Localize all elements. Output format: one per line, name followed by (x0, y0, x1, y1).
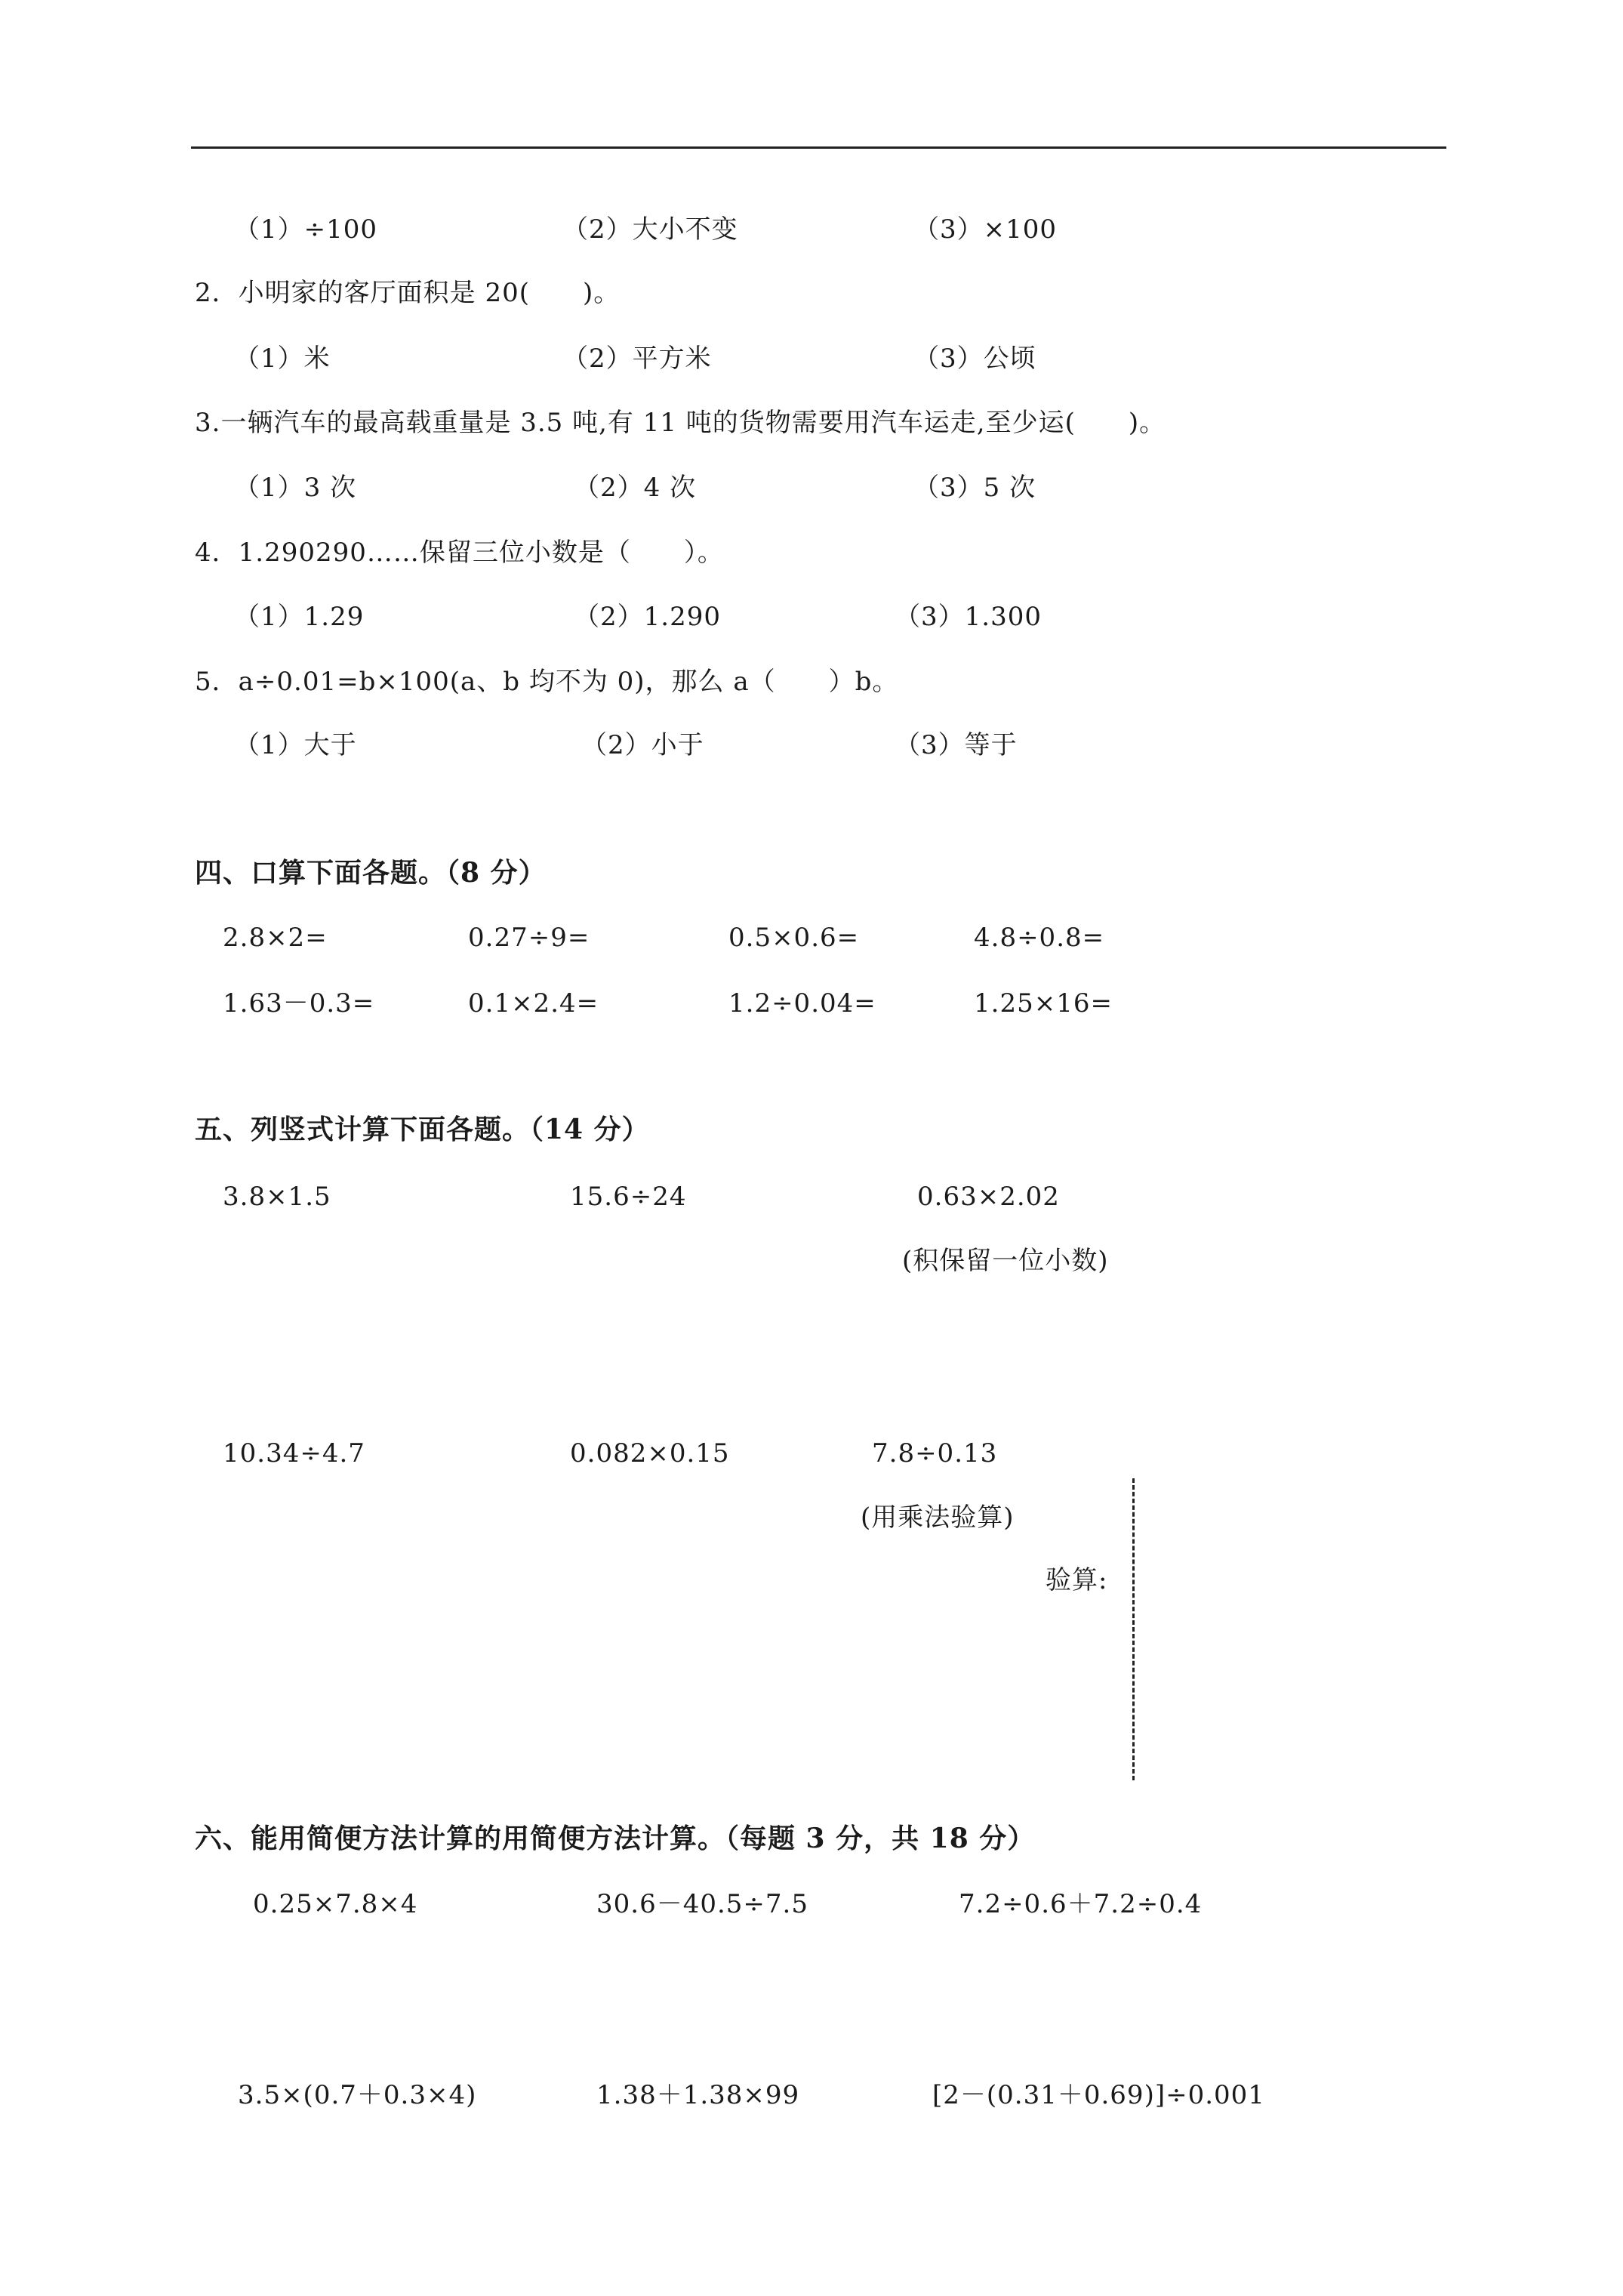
vertical-calc-item: 0.082×0.15 (570, 1438, 730, 1469)
round-note: (积保留一位小数) (902, 1246, 1109, 1276)
q1-option-3: （3）×100 (913, 214, 1058, 245)
q3-option-1: （1）3 次 (234, 473, 357, 503)
simplify-item: 1.38＋1.38×99 (596, 2080, 800, 2110)
vertical-calc-item: 15.6÷24 (570, 1182, 687, 1212)
simplify-item: 7.2÷0.6＋7.2÷0.4 (959, 1889, 1203, 1919)
simplify-item: 3.5×(0.7＋0.3×4) (238, 2080, 477, 2110)
oral-item: 0.27÷9= (468, 923, 590, 953)
oral-item: 1.2÷0.04= (728, 988, 876, 1019)
q3-stem: 3.一辆汽车的最高载重量是 3.5 吨,有 11 吨的货物需要用汽车运走,至少运( )。 (195, 408, 1166, 438)
q5-option-3: （3）等于 (895, 730, 1018, 760)
q2-option-1: （1）米 (234, 344, 331, 374)
q2-option-2: （2）平方米 (562, 344, 712, 374)
vertical-calc-item: 10.34÷4.7 (223, 1438, 365, 1469)
check-label: 验算: (1046, 1565, 1108, 1595)
oral-item: 1.63－0.3= (223, 988, 375, 1019)
q4-option-3: （3）1.300 (895, 602, 1042, 632)
q4-option-1: （1）1.29 (234, 602, 365, 632)
simplify-item: 30.6－40.5÷7.5 (596, 1889, 808, 1919)
section-4-heading: 四、口算下面各题。（8 分） (195, 857, 547, 889)
header-rule (191, 146, 1446, 149)
q5-option-2: （2）小于 (581, 730, 704, 760)
section-6-heading: 六、能用简便方法计算的用简便方法计算。（每题 3 分，共 18 分） (195, 1823, 1036, 1854)
q5-option-1: （1）大于 (234, 730, 357, 760)
vertical-calc-item: 0.63×2.02 (917, 1182, 1060, 1212)
q4-option-2: （2）1.290 (574, 602, 721, 632)
q1-option-1: （1）÷100 (234, 214, 378, 245)
simplify-item: 0.25×7.8×4 (253, 1889, 418, 1919)
oral-item: 0.5×0.6= (728, 923, 860, 953)
q4-stem: 4．1.290290……保留三位小数是（ ）。 (195, 538, 724, 568)
simplify-item: [2－(0.31＋0.69)]÷0.001 (932, 2080, 1265, 2110)
q1-option-2: （2）大小不变 (562, 214, 738, 245)
section-5-heading: 五、列竖式计算下面各题。（14 分） (195, 1114, 650, 1145)
oral-item: 1.25×16= (974, 988, 1113, 1019)
q3-option-2: （2）4 次 (574, 473, 697, 503)
vertical-calc-item: 3.8×1.5 (223, 1182, 331, 1212)
q5-stem: 5．a÷0.01=b×100(a、b 均不为 0)，那么 a（ ）b。 (195, 667, 899, 697)
check-divider (1132, 1478, 1135, 1780)
oral-item: 4.8÷0.8= (974, 923, 1105, 953)
oral-item: 2.8×2= (223, 923, 328, 953)
oral-item: 0.1×2.4= (468, 988, 599, 1019)
q2-option-3: （3）公顷 (913, 344, 1036, 374)
vertical-calc-item: 7.8÷0.13 (872, 1438, 998, 1469)
check-note: (用乘法验算) (861, 1502, 1015, 1533)
q3-option-3: （3）5 次 (913, 473, 1036, 503)
q2-stem: 2．小明家的客厅面积是 20( )。 (195, 278, 621, 308)
